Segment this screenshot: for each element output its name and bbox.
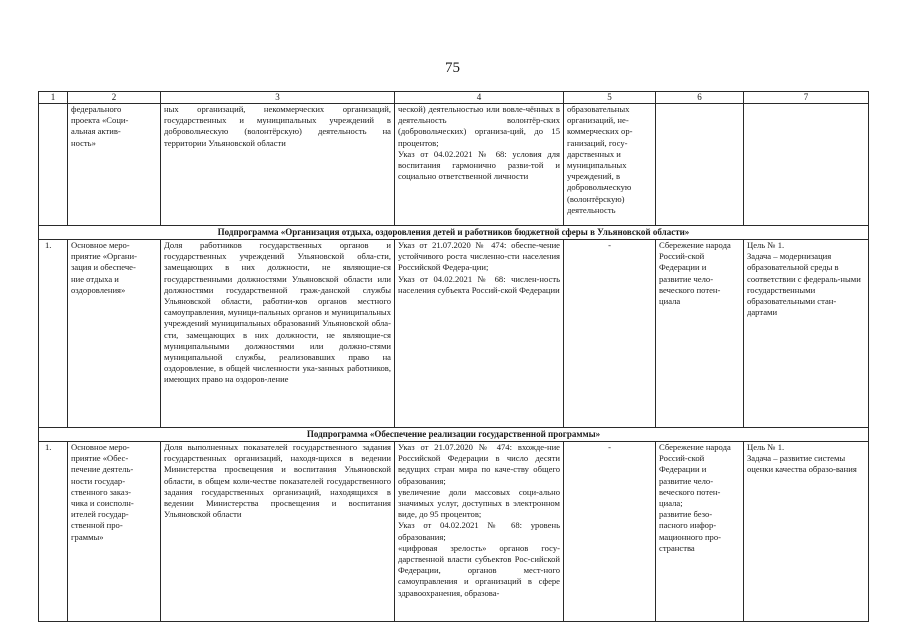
subprogram-heading-row bbox=[39, 428, 869, 442]
column-number: 2 bbox=[68, 92, 161, 104]
column-number-row bbox=[39, 92, 869, 104]
program-table bbox=[38, 91, 869, 622]
column-number: 1 bbox=[39, 92, 68, 104]
page-number: 75 bbox=[445, 60, 460, 76]
column-number: 7 bbox=[744, 92, 869, 104]
task-cell bbox=[744, 104, 869, 226]
measure-name-cell: федерального проекта «Соци- альная актив- ность» bbox=[68, 104, 161, 226]
decree-cell: ческой) деятельностью или вовле-чённых в деятельность волонтёр-ских (добровольческих) организа-ций, до 15 процентов; Указ от 04.02.2021 № 68: условия для воспитания гармонично разви-той и социально ответственной личности bbox=[395, 104, 564, 226]
table-row bbox=[39, 442, 869, 622]
organizations-cell: - bbox=[564, 442, 656, 622]
row-number-cell bbox=[39, 104, 68, 226]
goal-cell bbox=[656, 104, 744, 226]
task-cell: Цель № 1. Задача – модернизация образовательной среды в соответствии с федераль-ными государственными образовательными стан-дартами bbox=[744, 240, 869, 428]
measure-name-cell: Основное меро- приятие «Обес- печение деятель- ности государ- ственного заказ- чика и соисполн- ителей государ- ственной про- граммы» bbox=[68, 442, 161, 622]
organizations-cell: - bbox=[564, 240, 656, 428]
row-number-cell: 1. bbox=[39, 240, 68, 428]
column-number: 6 bbox=[656, 92, 744, 104]
column-number: 4 bbox=[395, 92, 564, 104]
measure-name-cell: Основное меро- приятие «Органи- зация и обеспече- ние отдыха и оздоровления» bbox=[68, 240, 161, 428]
row-number-cell: 1. bbox=[39, 442, 68, 622]
goal-cell: Сбережение народа Россий-ской Федерации и развитие чело-веческого потен-циала; развитие безо-пасного инфор-мационного про-странства bbox=[656, 442, 744, 622]
indicator-cell: ных организаций, некоммерческих организаций, государственных и муниципальных учреждений в добровольческую (волонтёрскую) деятельность на территории Ульяновской области bbox=[161, 104, 395, 226]
organizations-cell: образовательных организаций, не-коммерческих ор-ганизаций, госу-дарственных и муниципальных учреждений, в добровольческую (волонтёрскую) деятельность bbox=[564, 104, 656, 226]
subprogram-title: Подпрограмма «Обеспечение реализации государственной программы» bbox=[39, 428, 869, 442]
subprogram-heading-row bbox=[39, 226, 869, 240]
task-cell: Цель № 1. Задача – развитие системы оценки качества образо-вания bbox=[744, 442, 869, 622]
indicator-cell: Доля работников государственных органов и государственных учреждений Ульяновской обла-сти, замещающих в них должности, не являющие-ся государственными должностями Ульяновской области или должностями государственной граж-данской службы Ульяновской области, работни-ков органов местного самоуправления, муници-пальных органов и муниципальных учреждений муниципальных образований Ульяновской обла-сти, замещающих в них должности, не являющие-ся муниципальными должностями или должно-стями муниципальной службы, реализовавших право на оздоровление, в общей численности ука-занных работников, имеющих право на оздоров-ление bbox=[161, 240, 395, 428]
indicator-cell: Доля выполненных показателей государственного задания государственных организаций, находя-щихся в ведении Министерства просвещения и воспитания Ульяновской области, в общем коли-честве показателей государственного задания государственных организаций, находящихся в ведении Министерства просвещения и воспитания Ульяновской области bbox=[161, 442, 395, 622]
column-number: 5 bbox=[564, 92, 656, 104]
decree-cell: Указ от 21.07.2020 № 474: вхожде-ние Российской Федерации в число десяти ведущих стран мира по каче-ству общего образования; увеличение доли массовых соци-ально значимых услуг, доступных в электронном виде, до 95 процентов; Указ от 04.02.2021 № 68: уровень образования; «цифровая зрелость» органов госу-дарственной власти субъектов Рос-сийской Федерации, органов мест-ного самоуправления и организаций в сфере здравоохранения, образова- bbox=[395, 442, 564, 622]
decree-cell: Указ от 21.07.2020 № 474: обеспе-чение устойчивого роста численно-сти населения Российской Федера-ции; Указ от 04.02.2021 № 68: числен-ность населения субъекта Россий-ской Федерации bbox=[395, 240, 564, 428]
table-row bbox=[39, 240, 869, 428]
subprogram-title: Подпрограмма «Организация отдыха, оздоровления детей и работников бюджетной сферы в Ульяновской области» bbox=[39, 226, 869, 240]
goal-cell: Сбережение народа Россий-ской Федерации и развитие чело-веческого потен-циала bbox=[656, 240, 744, 428]
column-number: 3 bbox=[161, 92, 395, 104]
table-row bbox=[39, 104, 869, 226]
